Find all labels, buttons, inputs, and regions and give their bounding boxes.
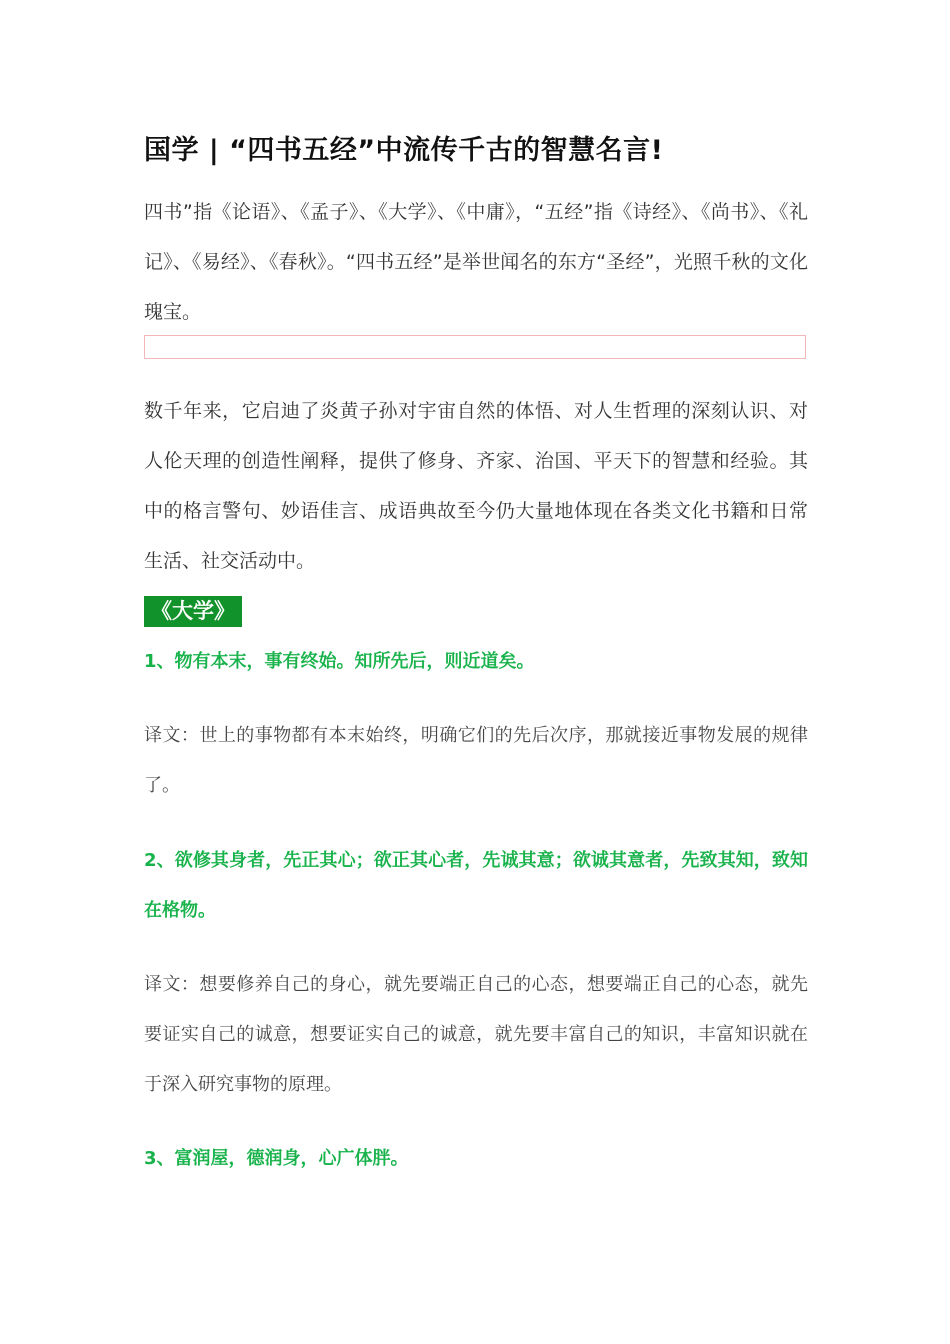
- quote-2: 2、欲修其身者，先正其心；欲正其心者，先诚其意；欲诚其意者，先致其知，致知在格物。: [144, 850, 808, 921]
- translation-2: 译文：想要修养自己的身心，就先要端正自己的心态，想要端正自己的心态，就先要证实自己的诚意，想要证实自己的诚意，就先要丰富自己的知识，丰富知识就在于深入研究事物的原理。: [144, 974, 808, 1095]
- empty-box-divider: [144, 335, 806, 359]
- translation-1: 译文：世上的事物都有本末始终，明确它们的先后次序，那就接近事物发展的规律了。: [144, 725, 808, 796]
- article-title: 国学 | “四书五经”中流传千古的智慧名言!: [144, 135, 664, 166]
- section-heading-daxue: 《大学》: [144, 596, 242, 627]
- quote-3: 3、富润屋，德润身，心广体胖。: [144, 1148, 409, 1169]
- quote-1: 1、物有本末，事有终始。知所先后，则近道矣。: [144, 651, 535, 672]
- intro-paragraph: 四书”指《论语》、《孟子》、《大学》、《中庸》，“五经”指《诗经》、《尚书》、《礼记》、《易经》、《春秋》。“四书五经”是举世闻名的东方“圣经”，光照千秋的文化瑰宝。: [144, 201, 808, 323]
- body-paragraph: 数千年来，它启迪了炎黄子孙对宇宙自然的体悟、对人生哲理的深刻认识、对人伦天理的创造性阐释，提供了修身、齐家、治国、平天下的智慧和经验。其中的格言警句、妙语佳言、成语典故至今仍大量地体现在各类文化书籍和日常生活、社交活动中。: [144, 400, 808, 572]
